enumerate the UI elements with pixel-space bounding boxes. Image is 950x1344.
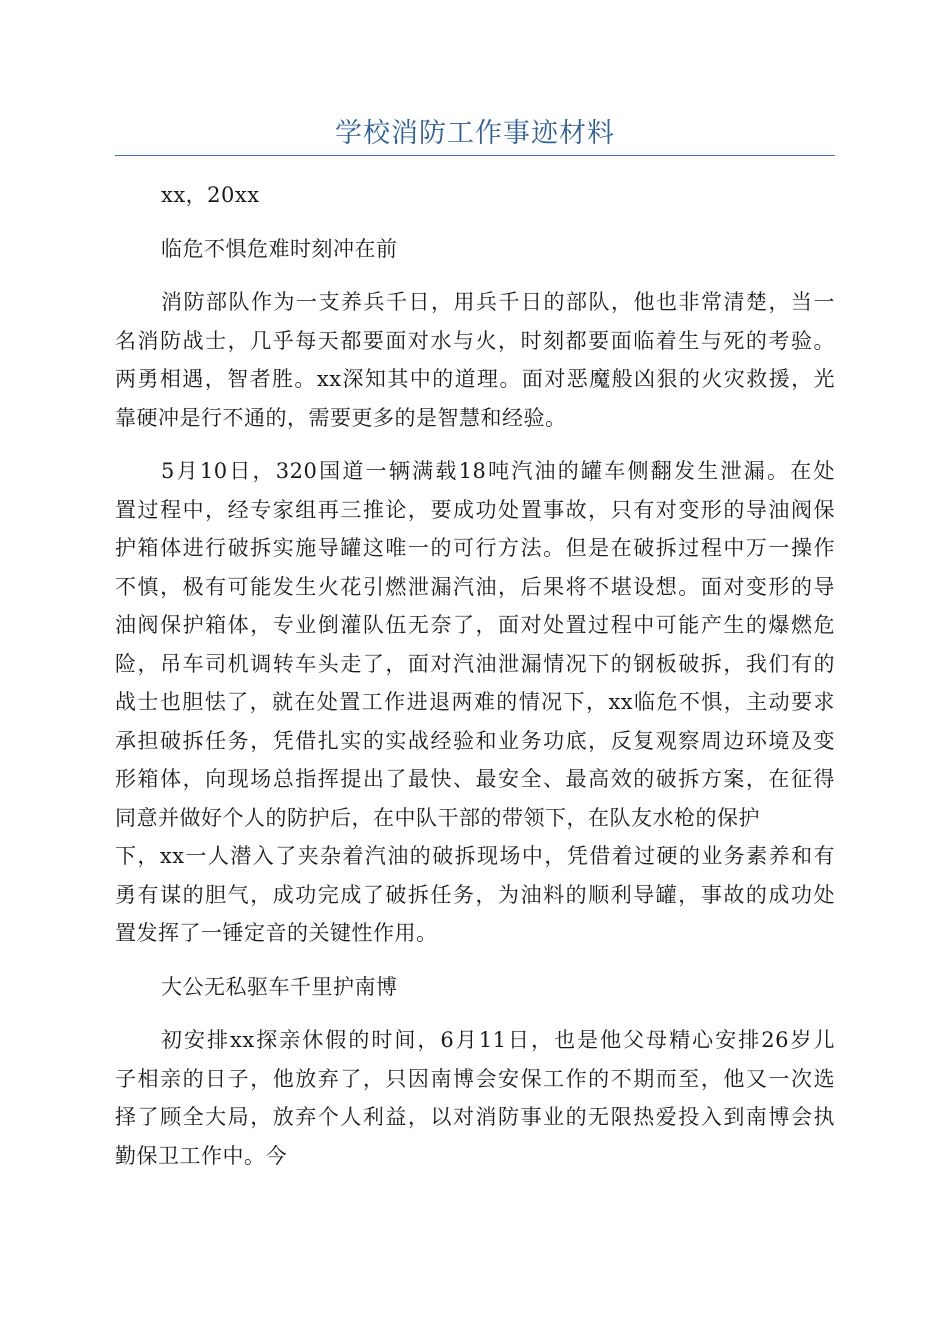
document-title: 学校消防工作事迹材料	[335, 118, 615, 149]
paragraph-line: 子相亲的日子，他放弃了，只因南博会安保工作的不期而至，他又一次选	[115, 1066, 835, 1091]
paragraph-line: 两勇相遇，智者胜。xx深知其中的道理。面对恶魔般凶狠的火灾救援，光	[115, 367, 835, 391]
section-heading: 大公无私驱车千里护南博	[161, 974, 398, 999]
paragraph-line: 下，xx一人潜入了夹杂着汽油的破拆现场中，凭借着过硬的业务素养和有	[115, 844, 835, 868]
paragraph-line: 勇有谋的胆气，成功完成了破拆任务，为油料的顺利导罐，事故的成功处	[115, 882, 835, 907]
paragraph-line: 不慎，极有可能发生火花引燃泄漏汽油，后果将不堪设想。面对变形的导	[115, 574, 835, 599]
paragraph-line: 勤保卫工作中。今	[115, 1143, 287, 1168]
paragraph-line: 消防部队作为一支养兵千日，用兵千日的部队，他也非常清楚，当一	[161, 290, 835, 314]
paragraph-line: 置过程中，经专家组再三推论，要成功处置事故，只有对变形的导油阀保	[115, 497, 835, 522]
paragraph-line: 形箱体，向现场总指挥提出了最快、最安全、最高效的破拆方案，在征得	[115, 767, 835, 791]
paragraph-line: 名消防战士，几乎每天都要面对水与火，时刻都要面临着生与死的考验。	[115, 328, 835, 353]
paragraph-line: 择了顾全大局，放弃个人利益，以对消防事业的无限热爱投入到南博会执	[115, 1105, 835, 1129]
paragraph	[115, 283, 835, 437]
paragraph-line: 5月10日，320国道一辆满载18吨汽油的罐车侧翻发生泄漏。在处	[161, 459, 835, 483]
paragraph-line: 险，吊车司机调转车头走了，面对汽油泄漏情况下的钢板破拆，我们有的	[115, 651, 835, 676]
paragraph-line: 战士也胆怯了，就在处置工作进退两难的情况下，xx临危不惧，主动要求	[115, 690, 835, 714]
paragraph-line: 置发挥了一锤定音的关键性作用。	[115, 921, 438, 945]
date-line: xx，20xx	[161, 183, 260, 207]
paragraph	[115, 452, 835, 953]
paragraph-line: 油阀保护箱体，专业倒灌队伍无奈了，面对处置过程中可能产生的爆燃危	[115, 613, 835, 637]
paragraph-line: 同意并做好个人的防护后，在中队干部的带领下，在队友水枪的保护	[115, 805, 760, 830]
paragraph-line: 初安排xx探亲休假的时间，6月11日，也是他父母精心安排26岁儿	[161, 1028, 835, 1052]
paragraph-line: 护箱体进行破拆实施导罐这唯一的可行方法。但是在破拆过程中万一操作	[115, 536, 835, 560]
section-heading: 临危不惧危难时刻冲在前	[161, 236, 398, 261]
paragraph-line: 靠硬冲是行不通的，需要更多的是智慧和经验。	[115, 405, 567, 430]
title-underline	[115, 155, 835, 156]
paragraph-line: 承担破拆任务，凭借扎实的实战经验和业务功底，反复观察周边环境及变	[115, 728, 835, 753]
document-body	[115, 176, 835, 1175]
paragraph	[115, 1021, 835, 1175]
